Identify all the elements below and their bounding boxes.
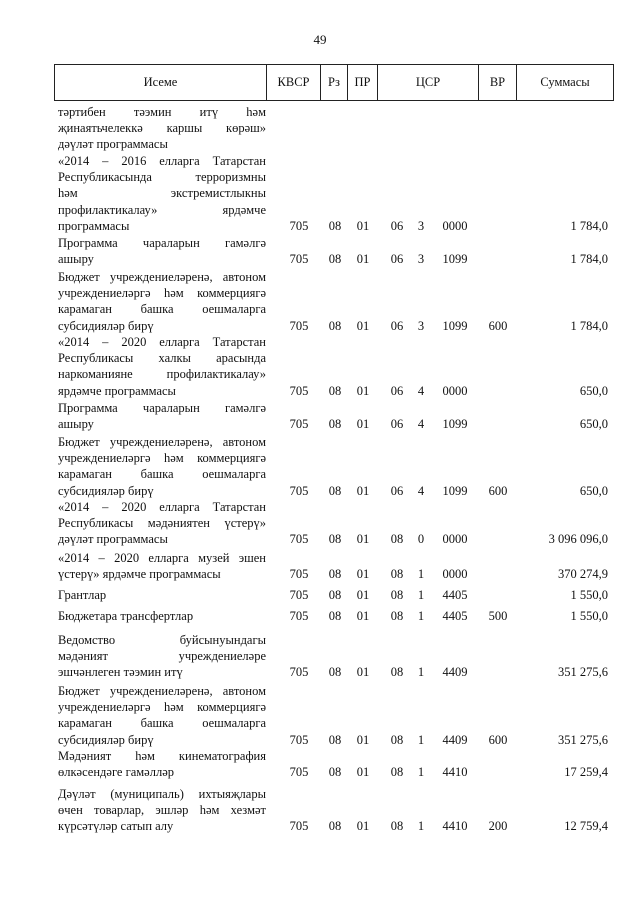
row-name-line: Бюджет учреждениеләренә, автоном — [58, 270, 266, 284]
cell-csr2: 3 — [417, 218, 425, 233]
cell-kbsr: 705 — [289, 417, 309, 432]
cell-sum: 3 096 096,0 — [548, 532, 608, 547]
row-name — [58, 269, 266, 334]
cell-csr1: 08 — [390, 732, 404, 747]
row-name-line: өчен товарлар, эшләр һәм хезмәт — [58, 803, 266, 818]
cell-csr3: 4405 — [442, 588, 468, 602]
cell-rz: 08 — [328, 567, 342, 582]
cell-kbsr: 705 — [289, 218, 309, 233]
cell-sum: 650,0 — [579, 483, 608, 498]
cell-rz: 08 — [328, 483, 342, 498]
row-name-line: Бюджет учреждениеләренә, автоном — [58, 684, 266, 698]
cell-kbsr: 705 — [289, 732, 309, 747]
cell-csr2: 1 — [417, 819, 425, 834]
cell-csr1: 08 — [390, 819, 404, 834]
cell-csr3: 1099 — [442, 483, 468, 498]
row-name-line: карамаган башка оешмаларга — [58, 467, 266, 482]
cell-pr: 01 — [356, 609, 370, 623]
cell-csr3: 4409 — [442, 665, 468, 680]
cell-csr3: 4409 — [442, 732, 468, 747]
row-name-line: субсидияләр бирү — [58, 318, 154, 333]
cell-pr: 01 — [356, 417, 370, 432]
cell-csr2: 4 — [417, 483, 425, 498]
row-name-line: мәдәният учреждениеләре — [58, 649, 266, 664]
row-name-line: Бюджет учреждениеләренә, автоном — [58, 435, 266, 449]
cell-csr2: 0 — [417, 532, 425, 547]
row-name-line: дәүләт программасы — [58, 137, 168, 152]
cell-sum: 1 784,0 — [570, 252, 608, 267]
row-name-line: Мәдәният һәм кинематография — [58, 749, 266, 763]
cell-vr: 200 — [488, 819, 508, 834]
row-name — [58, 748, 266, 780]
cell-pr: 01 — [356, 765, 370, 780]
row-name-line: өлкәсендәге гамәлләр — [58, 765, 174, 780]
cell-csr2: 1 — [417, 665, 425, 680]
row-name-line: Республикасы халкы арасында — [58, 351, 266, 366]
header-kbsr: КВСР — [267, 65, 321, 100]
cell-rz: 08 — [328, 819, 342, 834]
cell-kbsr: 705 — [289, 819, 309, 834]
row-name-line: Программа чараларын гамәлгә — [58, 236, 266, 250]
cell-csr2: 1 — [417, 609, 425, 623]
cell-csr1: 08 — [390, 765, 404, 780]
cell-pr: 01 — [356, 532, 370, 547]
cell-kbsr: 705 — [289, 665, 309, 680]
row-name — [58, 434, 266, 499]
row-name — [58, 400, 266, 432]
cell-kbsr: 705 — [289, 483, 309, 498]
row-name-line: учреждениеләргә һәм коммерциягә — [58, 451, 266, 466]
cell-csr3: 1099 — [442, 318, 468, 333]
cell-csr3: 0000 — [442, 532, 468, 547]
cell-vr: 600 — [488, 483, 508, 498]
row-name-line: җинаятьчелеккә каршы көрәш» — [58, 121, 266, 136]
row-name-line: программасы — [58, 218, 130, 233]
cell-csr3: 4410 — [442, 819, 468, 834]
cell-rz: 08 — [328, 532, 342, 547]
row-name — [58, 550, 266, 582]
cell-csr2: 1 — [417, 732, 425, 747]
cell-sum: 650,0 — [579, 417, 608, 432]
row-name-line: учреждениеләргә һәм коммерциягә — [58, 286, 266, 301]
cell-csr2: 3 — [417, 252, 425, 267]
cell-sum: 17 259,4 — [564, 765, 608, 780]
cell-csr1: 06 — [390, 483, 404, 498]
row-name-line: Дәүләт (муниципаль) ихтыяҗлары — [58, 787, 266, 801]
cell-pr: 01 — [356, 819, 370, 834]
row-name — [58, 608, 266, 624]
cell-pr: 01 — [356, 383, 370, 398]
row-name — [58, 334, 266, 399]
cell-sum: 351 275,6 — [558, 732, 608, 747]
row-name-line: «2014 – 2020 елларга Татарстан — [58, 500, 266, 514]
cell-csr3: 0000 — [442, 567, 468, 582]
row-name-line: тәртибен тәэмин итү һәм — [58, 105, 266, 119]
cell-csr1: 08 — [390, 532, 404, 547]
header-rz: Рз — [321, 65, 348, 100]
cell-rz: 08 — [328, 665, 342, 680]
cell-kbsr: 705 — [289, 588, 309, 602]
cell-pr: 01 — [356, 252, 370, 267]
row-name-line: наркоманияне профилактикалау» — [58, 367, 266, 382]
cell-csr3: 0000 — [442, 383, 468, 398]
cell-sum: 351 275,6 — [558, 665, 608, 680]
row-name — [58, 499, 266, 548]
row-name-line: Республикасында терроризмны — [58, 170, 266, 185]
cell-sum: 1 784,0 — [570, 218, 608, 233]
cell-csr3: 4410 — [442, 765, 468, 780]
cell-csr1: 06 — [390, 383, 404, 398]
row-name-line: карамаган башка оешмаларга — [58, 302, 266, 317]
row-name-line: субсидияләр бирү — [58, 483, 154, 498]
row-name-line: үстерү» ярдәмче программасы — [58, 567, 221, 582]
row-name-line: карамаган башка оешмаларга — [58, 716, 266, 731]
cell-csr1: 08 — [390, 567, 404, 582]
cell-kbsr: 705 — [289, 252, 309, 267]
cell-pr: 01 — [356, 218, 370, 233]
header-pr: ПР — [348, 65, 378, 100]
cell-sum: 650,0 — [579, 383, 608, 398]
row-name-line: ярдәмче программасы — [58, 383, 176, 398]
cell-rz: 08 — [328, 732, 342, 747]
cell-pr: 01 — [356, 567, 370, 582]
row-name-line: ашыру — [58, 252, 94, 267]
cell-csr2: 1 — [417, 567, 425, 582]
cell-vr: 500 — [488, 609, 508, 623]
cell-csr2: 4 — [417, 417, 425, 432]
cell-csr1: 06 — [390, 218, 404, 233]
cell-pr: 01 — [356, 318, 370, 333]
row-name-line: Республикасы мәдәниятен үстерү» — [58, 516, 266, 531]
cell-rz: 08 — [328, 318, 342, 333]
cell-csr3: 4405 — [442, 609, 468, 623]
header-csr: ЦСР — [378, 65, 479, 100]
cell-sum: 370 274,9 — [558, 567, 608, 582]
cell-kbsr: 705 — [289, 765, 309, 780]
row-name-line: Грантлар — [58, 588, 107, 602]
row-name-line: Бюджетара трансфертлар — [58, 609, 194, 623]
cell-csr1: 06 — [390, 318, 404, 333]
cell-rz: 08 — [328, 765, 342, 780]
cell-csr1: 06 — [390, 417, 404, 432]
row-name-line: «2014 – 2020 елларга Татарстан — [58, 335, 266, 349]
row-name-line: дәүләт программасы — [58, 532, 168, 547]
row-name-line: «2014 – 2020 елларга музей эшен — [58, 551, 266, 565]
row-name-line: ашыру — [58, 417, 94, 432]
row-name-line: учреждениеләргә һәм коммерциягә — [58, 700, 266, 715]
cell-kbsr: 705 — [289, 383, 309, 398]
cell-rz: 08 — [328, 417, 342, 432]
header-vr: ВР — [479, 65, 517, 100]
page-number: 49 — [313, 32, 327, 47]
cell-csr1: 08 — [390, 588, 404, 602]
cell-rz: 08 — [328, 588, 342, 602]
cell-csr2: 1 — [417, 765, 425, 780]
row-name — [58, 587, 266, 603]
cell-csr3: 1099 — [442, 417, 468, 432]
cell-vr: 600 — [488, 318, 508, 333]
row-name — [58, 153, 266, 234]
header-name: Исеме — [55, 65, 267, 100]
row-name-line: эшчәнлеген тәэмин итү — [58, 665, 183, 680]
cell-csr1: 08 — [390, 609, 404, 623]
row-name-line: һәм экстремистлыкны — [58, 186, 266, 201]
row-name — [58, 632, 266, 681]
row-name — [58, 683, 266, 748]
cell-pr: 01 — [356, 588, 370, 602]
cell-csr2: 1 — [417, 588, 425, 602]
cell-pr: 01 — [356, 665, 370, 680]
cell-rz: 08 — [328, 218, 342, 233]
row-name-line: субсидияләр бирү — [58, 732, 154, 747]
cell-kbsr: 705 — [289, 567, 309, 582]
cell-sum: 1 784,0 — [570, 318, 608, 333]
row-name — [58, 235, 266, 267]
cell-sum: 12 759,4 — [564, 819, 608, 834]
cell-csr1: 06 — [390, 252, 404, 267]
cell-csr1: 08 — [390, 665, 404, 680]
cell-sum: 1 550,0 — [570, 609, 608, 623]
cell-pr: 01 — [356, 732, 370, 747]
cell-rz: 08 — [328, 252, 342, 267]
header-sum: Суммасы — [540, 75, 590, 89]
row-name-line: Программа чараларын гамәлгә — [58, 401, 266, 415]
cell-csr3: 1099 — [442, 252, 468, 267]
cell-kbsr: 705 — [289, 318, 309, 333]
cell-vr: 600 — [488, 732, 508, 747]
cell-pr: 01 — [356, 483, 370, 498]
cell-kbsr: 705 — [289, 532, 309, 547]
cell-csr2: 3 — [417, 318, 425, 333]
cell-kbsr: 705 — [289, 609, 309, 623]
cell-csr3: 0000 — [442, 218, 468, 233]
row-name-line: Ведомство буйсынуындагы — [58, 633, 266, 647]
cell-csr2: 4 — [417, 383, 425, 398]
row-name — [58, 786, 266, 835]
cell-rz: 08 — [328, 383, 342, 398]
cell-sum: 1 550,0 — [570, 588, 608, 602]
row-name-line: «2014 – 2016 елларга Татарстан — [58, 154, 266, 168]
row-name-line: күрсәтүләр сатып алу — [58, 819, 174, 834]
row-name-line: профилактикалау» ярдәмче — [58, 202, 266, 217]
row-name — [58, 104, 266, 153]
cell-rz: 08 — [328, 609, 342, 623]
